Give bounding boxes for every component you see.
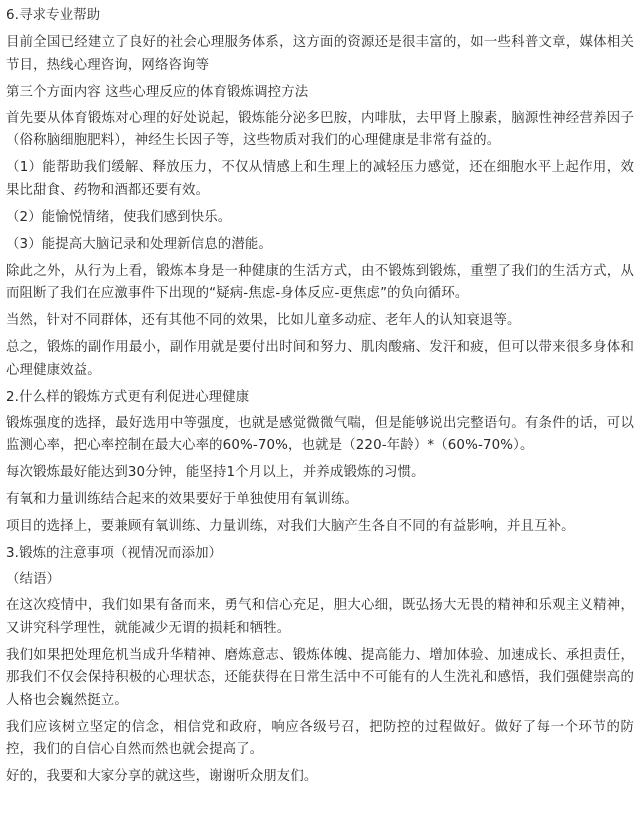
paragraph-belief: 我们应该树立坚定的信念，相信党和政府，响应各级号召，把防控的过程做好。做好了每一个环节的防控，我们的自信心自然而然也就会提高了。 bbox=[6, 719, 634, 757]
paragraph-groups: 当然，针对不同群体，还有其他不同的效果，比如儿童多动症、老年人的认知衰退等。 bbox=[6, 313, 521, 328]
section-heading-exercise-types: 2.什么样的锻炼方式更有利促进心理健康 bbox=[6, 389, 250, 405]
section-heading-precautions: 3.锻炼的注意事项（视情况而添加） bbox=[6, 546, 223, 561]
list-item-relieve-stress: （1）能帮助我们缓解、释放压力，不仅从情感上和生理上的减轻压力感觉，还在细胞水平上起作用，效果比甜食、药物和酒都还要有效。 bbox=[6, 160, 634, 198]
paragraph-epidemic: 在这次疫情中，我们如果有备而来，勇气和信心充足，胆大心细，既弘扬大无畏的精神和乐观主义精神，又讲究科学理性，就能减少无谓的损耗和牺牲。 bbox=[6, 598, 634, 636]
paragraph-project-choice: 项目的选择上，要兼顾有氧训练、力量训练，对我们大脑产生各自不同的有益影响，并且互补。 bbox=[6, 519, 575, 534]
list-item-mood: （2）能愉悦情绪，使我们感到快乐。 bbox=[6, 209, 232, 225]
paragraph-resources: 目前全国已经建立了良好的社会心理服务体系，这方面的资源还是很丰富的，如一些科普文章，媒体相关节目，热线心理咨询，网络咨询等 bbox=[6, 35, 634, 73]
paragraph-intensity: 锻炼强度的选择，最好选用中等强度，也就是感觉微微气喘，但是能够说出完整语句。有条件的话，可以监测心率，把心率控制在最大心率的60%-70%，也就是（220-年龄）*（60%-70%）。 bbox=[6, 415, 634, 453]
paragraph-summary: 总之，锻炼的副作用最小，副作用就是要付出时间和努力、肌肉酸痛、发汗和疲，但可以带来很多身体和心理健康效益。 bbox=[6, 340, 634, 378]
list-item-brain-potential: （3）能提高大脑记录和处理新信息的潜能。 bbox=[6, 236, 272, 252]
paragraph-crisis: 我们如果把处理危机当成升华精神、磨炼意志、锻炼体魄、提高能力、增加体验、加速成长、承担责任，那我们不仅会保持积极的心理状态，还能获得在日常生活中不可能有的人生洗礼和感悟，我们强健崇高的人格也会巍然挺立。 bbox=[6, 647, 634, 708]
paragraph-exercise-benefits: 首先要从体育锻炼对心理的好处说起，锻炼能分泌多巴胺，内啡肽，去甲肾上腺素，脑源性神经营养因子（俗称脑细胞肥料），神经生长因子等，这些物质对我们的心理健康是非常有益的。 bbox=[6, 110, 634, 148]
paragraph-aerobic-strength: 有氧和力量训练结合起来的效果要好于单独使用有氧训练。 bbox=[6, 492, 359, 507]
paragraph-closing: 好的，我要和大家分享的就这些，谢谢听众朋友们。 bbox=[6, 769, 318, 784]
paragraph-duration: 每次锻炼最好能达到30分钟，能坚持1个月以上，并养成锻炼的习惯。 bbox=[6, 465, 425, 480]
paragraph-behavior: 除此之外，从行为上看，锻炼本身是一种健康的生活方式，由不锻炼到锻炼，重塑了我们的生活方式，从而阻断了我们在应激事件下出现的“疑病-焦虑-身体反应-更焦虑”的负向循环。 bbox=[6, 263, 634, 301]
section-heading-seek-help: 6.寻求专业帮助 bbox=[6, 8, 101, 23]
section-heading-part-three: 第三个方面内容 这些心理反应的体育锻炼调控方法 bbox=[6, 84, 309, 100]
section-heading-conclusion: （结语） bbox=[6, 572, 61, 587]
